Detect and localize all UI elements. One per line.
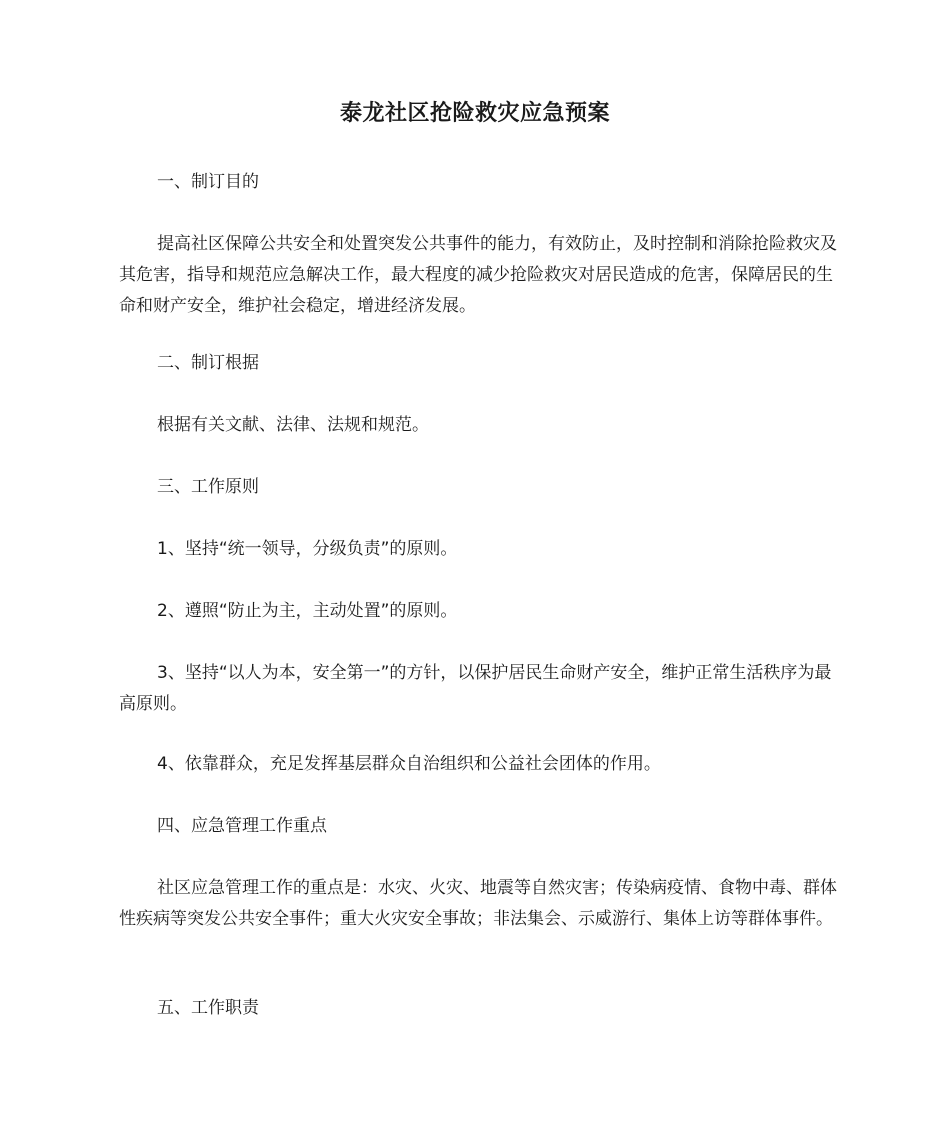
principle-item-1: 1、坚持“统一领导，分级负责”的原则。 xyxy=(157,539,458,559)
paragraph-basis: 根据有关文献、法律、法规和规范。 xyxy=(157,415,429,435)
principle-item-4: 4、依靠群众，充足发挥基层群众自治组织和公益社会团体的作用。 xyxy=(157,754,661,774)
heading-duties: 五、工作职责 xyxy=(157,998,259,1018)
heading-basis: 二、制订根据 xyxy=(157,353,259,373)
paragraph-purpose: 提高社区保障公共安全和处置突发公共事件的能力，有效防止，及时控制和消除抢险救灾及其危害，指导和规范应急解决工作，最大程度的减少抢险救灾对居民造成的危害，保障居民的生命和财产安全，维护社会稳定，增进经济发展。 xyxy=(119,234,837,316)
heading-key-points: 四、应急管理工作重点 xyxy=(157,816,327,836)
heading-principles: 三、工作原则 xyxy=(157,477,259,497)
document-title: 泰龙社区抢险救灾应急预案 xyxy=(339,101,610,126)
principle-item-3: 3、坚持“以人为本，安全第一”的方针，以保护居民生命财产安全，维护正常生活秩序为最高原则。 xyxy=(119,663,832,714)
principle-item-2: 2、遵照“防止为主，主动处置”的原则。 xyxy=(157,601,458,621)
heading-purpose: 一、制订目的 xyxy=(157,172,259,192)
paragraph-key-points: 社区应急管理工作的重点是：水灾、火灾、地震等自然灾害；传染病疫情、食物中毒、群体性疾病等突发公共安全事件；重大火灾安全事故；非法集会、示威游行、集体上访等群体事件。 xyxy=(119,878,837,929)
